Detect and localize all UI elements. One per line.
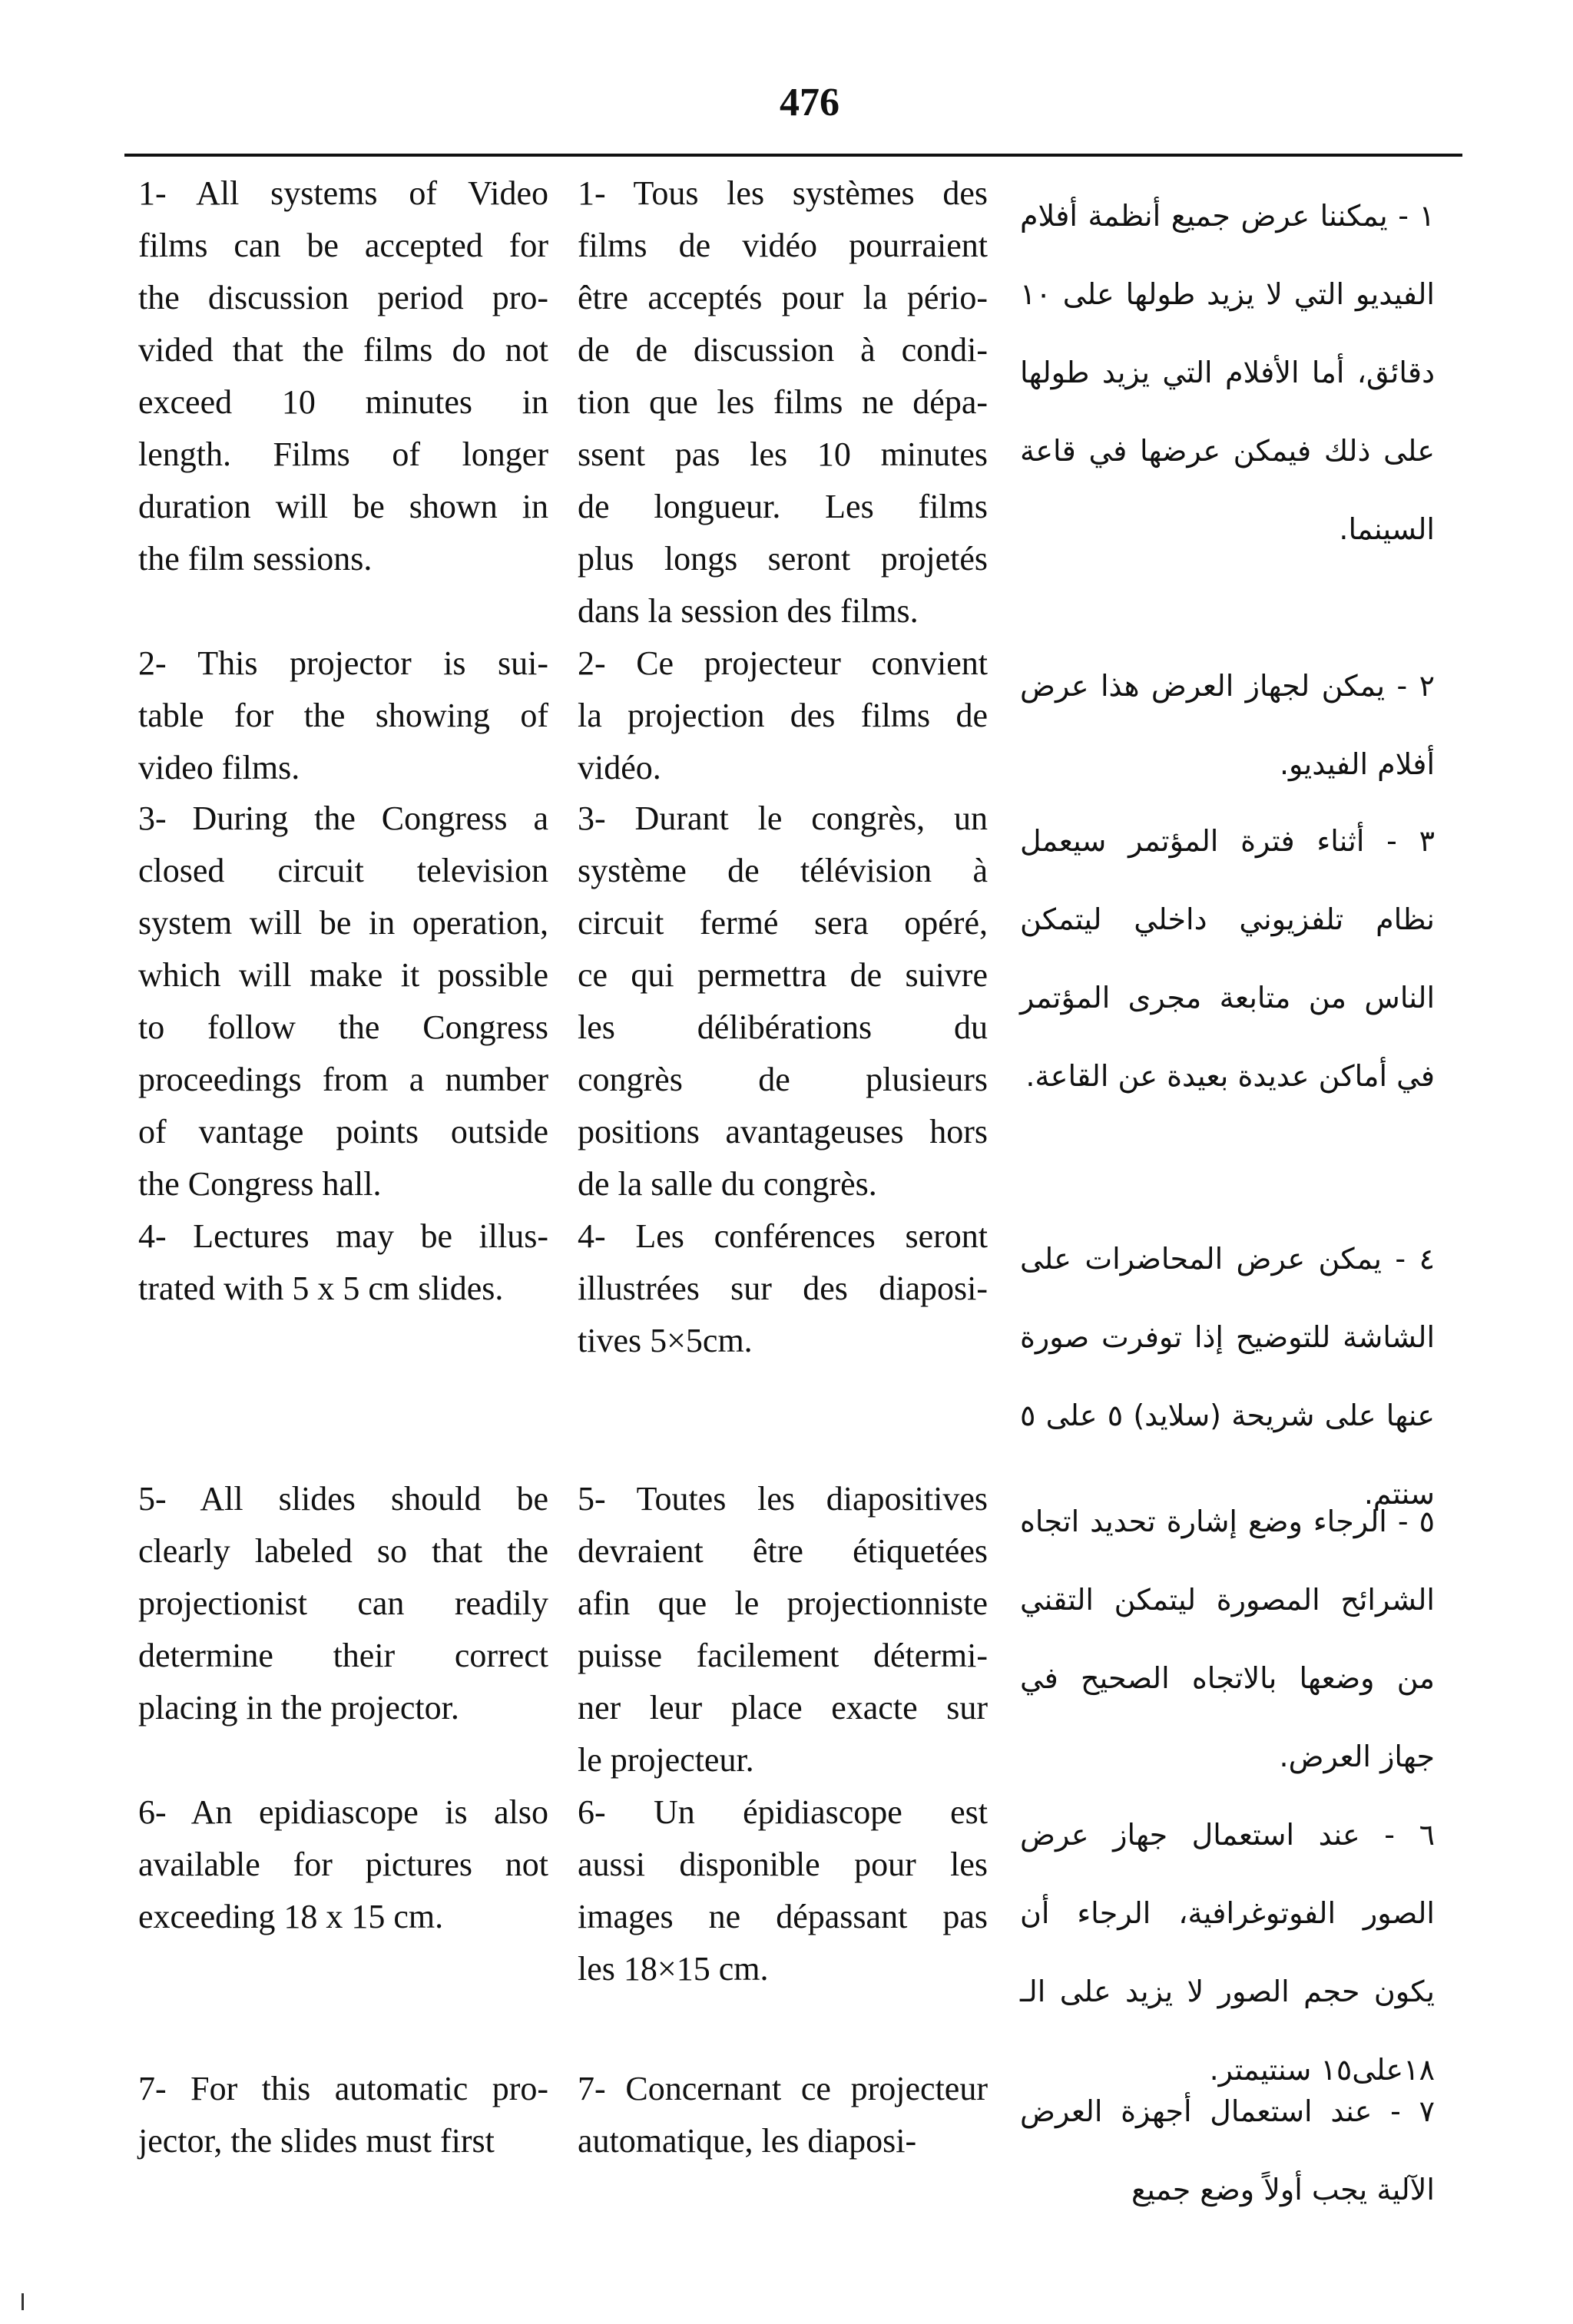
english-column — [138, 2063, 548, 2167]
text-line: 7- Concernant ce projecteur — [578, 2070, 988, 2107]
text-line: the discussion period pro- — [138, 279, 548, 316]
text-line: 6- An epidiascope is also — [138, 1793, 548, 1831]
french-column — [578, 1210, 988, 1367]
text-line: aussi disponible pour les — [578, 1846, 988, 1883]
text-line: vidéo. — [578, 749, 661, 786]
text-line: images ne dépassant pas — [578, 1898, 988, 1935]
text-line: proceedings from a number — [138, 1061, 548, 1098]
arabic-column: ٤ - يمكن عرض المحاضرات على الشاشة للتوضيح إذا توفرت صورة عنها على شريحة (سلايد) ٥ على ٥ سنتم. — [1020, 1242, 1435, 1511]
text-line: closed circuit television — [138, 852, 548, 889]
text-line: de la salle du congrès. — [578, 1165, 877, 1203]
english-column — [138, 637, 548, 794]
french-column — [578, 2063, 988, 2167]
french-column — [578, 793, 988, 1210]
english-column — [138, 1210, 548, 1315]
text-line: determine their correct — [138, 1637, 548, 1674]
text-line: le projecteur. — [578, 1741, 754, 1779]
text-line: films can be accepted for — [138, 227, 548, 264]
text-line: length. Films of longer — [138, 435, 548, 473]
text-line: 6- Un épidiascope est — [578, 1793, 988, 1831]
text-line: clearly labeled so that the — [138, 1532, 548, 1570]
page-number: 476 — [780, 81, 839, 124]
french-column — [578, 637, 988, 794]
text-line: dans la session des films. — [578, 592, 919, 630]
text-line: of vantage points outside — [138, 1113, 548, 1150]
text-line: ce qui permettra de suivre — [578, 956, 988, 994]
text-line: ner leur place exacte sur — [578, 1689, 988, 1726]
text-line: exceeding 18 x 15 cm. — [138, 1898, 444, 1935]
text-line: être acceptés pour la pério- — [578, 279, 988, 316]
text-line: illustrées sur des diaposi- — [578, 1270, 988, 1307]
text-line: to follow the Congress — [138, 1008, 548, 1046]
text-line: table for the showing of — [138, 697, 548, 734]
arabic-column: ٢ - يمكن لجهاز العرض هذا عرض أفلام الفيديو. — [1020, 669, 1435, 781]
text-line: films de vidéo pourraient — [578, 227, 988, 264]
text-line: la projection des films de — [578, 697, 988, 734]
text-line: system will be in operation, — [138, 904, 548, 942]
text-line: de longueur. Les films — [578, 488, 988, 525]
text-line: 2- This projector is sui- — [138, 644, 548, 682]
french-column — [578, 167, 988, 637]
french-column — [578, 1786, 988, 1995]
text-line: système de télévision à — [578, 852, 988, 889]
text-line: 5- All slides should be — [138, 1480, 548, 1518]
text-line: positions avantageuses hors — [578, 1113, 988, 1150]
text-line: automatique, les diaposi- — [578, 2122, 917, 2160]
text-line: the Congress hall. — [138, 1165, 382, 1203]
text-line: 2- Ce projecteur convient — [578, 644, 988, 682]
english-column — [138, 1473, 548, 1734]
text-line: 7- For this automatic pro- — [138, 2070, 548, 2107]
text-line: 3- During the Congress a — [138, 799, 548, 837]
scan-edge-mark — [22, 2293, 24, 2310]
text-line: which will make it possible — [138, 956, 548, 994]
text-line: de de discussion à condi- — [578, 331, 988, 369]
arabic-column: ٧ - عند استعمال أجهزة العرض الآلية يجب أولاً وضع جميع — [1020, 2094, 1435, 2206]
text-line: tion que les films ne dépa- — [578, 383, 988, 421]
text-line: les délibérations du — [578, 1008, 988, 1046]
arabic-column: ٥ - الرجاء وضع إشارة تحديد اتجاه الشرائح المصورة ليتمكن التقني من وضعها بالاتجاه الصحيح في جهاز العرض. — [1020, 1505, 1435, 1773]
arabic-column: ٣ - أثناء فترة المؤتمر سيعمل نظام تلفزيوني داخلي ليتمكن الناس من متابعة مجرى المؤتمر في أماكن عديدة بعيدة عن القاعة. — [1020, 824, 1435, 1093]
arabic-column: ١ - يمكننا عرض جميع أنظمة أفلام الفيديو التي لا يزيد طولها على ١٠ دقائق، أما الأفلام التي يزيد طولها على ذلك فيمكن عرضها في قاعة السينما. — [1020, 199, 1435, 546]
text-line: plus longs seront projetés — [578, 540, 988, 578]
text-line: vided that the films do not — [138, 331, 548, 369]
text-line: trated with 5 x 5 cm slides. — [138, 1270, 504, 1307]
header-rule — [124, 154, 1462, 157]
text-line: les 18×15 cm. — [578, 1950, 769, 1988]
english-column — [138, 793, 548, 1210]
text-line: circuit fermé sera opéré, — [578, 904, 988, 942]
text-line: puisse facilement détermi- — [578, 1637, 988, 1674]
text-line: tives 5×5cm. — [578, 1322, 753, 1359]
text-line: 4- Lectures may be illus- — [138, 1217, 548, 1255]
text-line: congrès de plusieurs — [578, 1061, 988, 1098]
text-line: jector, the slides must first — [138, 2122, 495, 2160]
text-line: available for pictures not — [138, 1846, 548, 1883]
text-line: 1- Tous les systèmes des — [578, 174, 988, 212]
text-line: ssent pas les 10 minutes — [578, 435, 988, 473]
arabic-column: ٦ - عند استعمال جهاز عرض الصور الفوتوغرافية، الرجاء أن يكون حجم الصور لا يزيد على الـ ١٨على١٥ سنتيمتر. — [1020, 1818, 1435, 2087]
text-line: the film sessions. — [138, 540, 373, 578]
text-line: devraient être étiquetées — [578, 1532, 988, 1570]
text-line: 1- All systems of Video — [138, 174, 548, 212]
text-line: afin que le projectionniste — [578, 1584, 988, 1622]
text-line: exceed 10 minutes in — [138, 383, 548, 421]
text-line: projectionist can readily — [138, 1584, 548, 1622]
text-line: 3- Durant le congrès, un — [578, 799, 988, 837]
text-line: placing in the projector. — [138, 1689, 459, 1726]
english-column — [138, 167, 548, 585]
english-column — [138, 1786, 548, 1943]
text-line: 5- Toutes les diapositives — [578, 1480, 988, 1518]
text-line: duration will be shown in — [138, 488, 548, 525]
text-line: video films. — [138, 749, 300, 786]
text-line: 4- Les conférences seront — [578, 1217, 988, 1255]
french-column — [578, 1473, 988, 1786]
